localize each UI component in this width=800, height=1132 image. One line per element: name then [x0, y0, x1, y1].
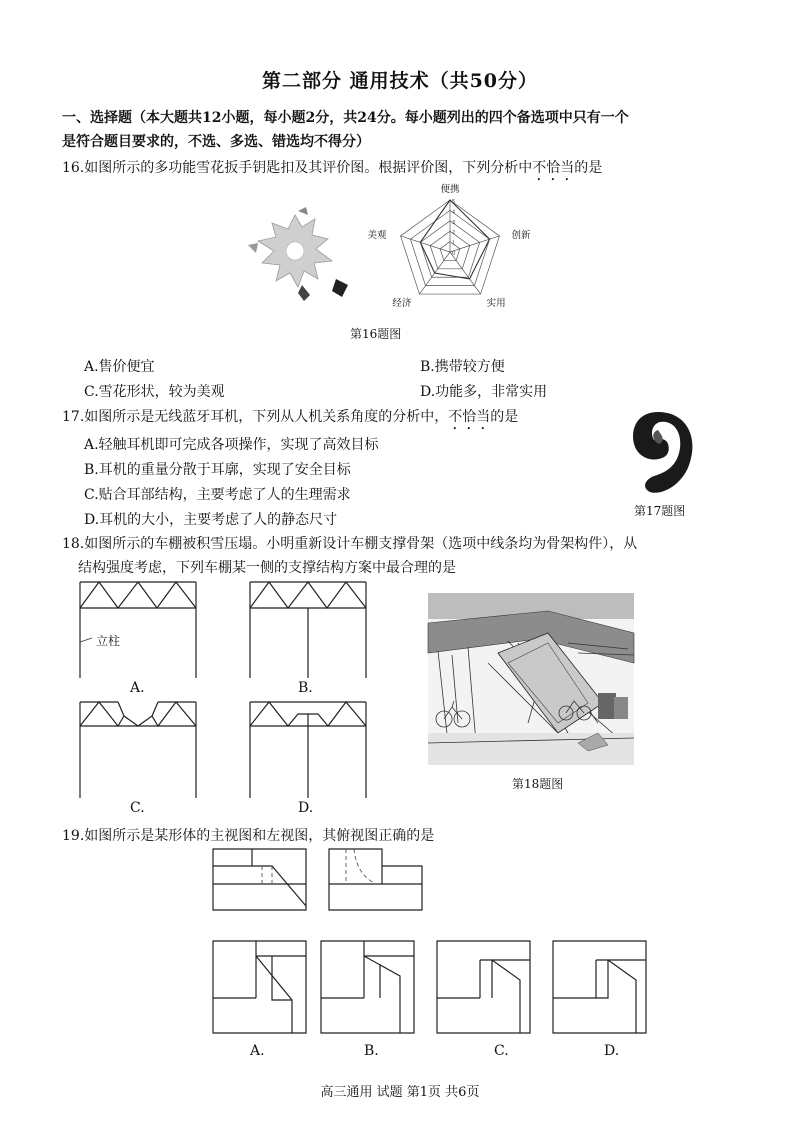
snowflake-wrench-image — [240, 205, 355, 305]
q18-option-a-label: A. — [130, 680, 145, 696]
section-header-line1: 一、选择题（本大题共12小题，每小题2分，共24分。每小题列出的四个备选项中只有一个 — [62, 110, 629, 126]
page-title: 第二部分 通用技术（共50分） — [261, 70, 539, 92]
q16-option-b: B.携带较方便 — [420, 359, 505, 375]
q19-left-view — [328, 848, 424, 912]
radar-scale-label: 4 — [452, 209, 456, 216]
radar-axis-label: 经济 — [392, 298, 412, 310]
page-footer: 高三通用 试题 第1页 共6页 — [320, 1085, 480, 1100]
q18-truss-option-a — [78, 580, 200, 680]
q17-stem — [62, 406, 518, 433]
q16-option-d: D.功能多，非常实用 — [420, 384, 548, 400]
q17-caption: 第17题图 — [634, 504, 686, 518]
q19-top-view-option-d — [552, 940, 648, 1035]
radar-axis-label: 创新 — [511, 229, 531, 241]
section-header-line2: 是符合题目要求的，不选、多选、错选均不得分） — [62, 134, 370, 150]
q19-stem: 19.如图所示是某形体的主视图和左视图，其俯视图正确的是 — [62, 828, 435, 844]
q19-top-view-option-c — [436, 940, 532, 1035]
q19-option-a-label: A. — [250, 1043, 265, 1059]
collapsed-carport-image — [428, 593, 634, 765]
radar-axis-label: 便携 — [440, 184, 460, 195]
q18-option-d-label: D. — [298, 800, 314, 816]
bluetooth-earphone-image — [628, 408, 698, 496]
radar-axis-label: 美观 — [367, 229, 387, 241]
q18-truss-option-b — [248, 580, 370, 680]
q19-top-view-option-a — [212, 940, 308, 1035]
q16-option-a: A.售价便宜 — [84, 359, 155, 375]
q19-option-d-label: D. — [604, 1043, 620, 1059]
q17-option-a: A.轻触耳机即可完成各项操作，实现了高效目标 — [84, 437, 379, 453]
q18-truss-option-c — [78, 700, 200, 800]
q19-front-view — [212, 848, 308, 912]
radar-scale-label: 5 — [452, 199, 456, 205]
q17-option-c: C.贴合耳部结构，主要考虑了人的生理需求 — [84, 487, 351, 503]
q16-option-c: C.雪花形状，较为美观 — [84, 384, 225, 400]
q17-option-d: D.耳机的大小，主要考虑了人的静态尺寸 — [84, 512, 338, 528]
radar-axis-label: 实用 — [486, 298, 506, 310]
q16-stem-prefix: 16.如图所示的多功能雪花扳手钥匙扣及其评价图。根据评价图，下列分析中 — [62, 160, 533, 176]
q16-stem-suffix: 的是 — [574, 160, 603, 176]
radar-scale-label: 2 — [452, 230, 456, 237]
q18-option-b-label: B. — [298, 680, 313, 696]
q17-stem-prefix: 17.如图所示是无线蓝牙耳机，下列从人机关系角度的分析中， — [62, 409, 449, 425]
radar-scale-label: 1 — [452, 240, 456, 247]
evaluation-radar-chart — [360, 180, 540, 315]
q19-option-b-label: B. — [364, 1043, 379, 1059]
q18-option-c-label: C. — [130, 800, 145, 816]
q19-top-view-option-b — [320, 940, 416, 1035]
q17-option-b: B.耳机的重量分散于耳廓，实现了安全目标 — [84, 462, 351, 478]
q17-stem-emphasis: 不恰当 — [448, 409, 491, 425]
q18-stem-line2: 结构强度考虑，下列车棚某一侧的支撑结构方案中最合理的是 — [78, 560, 456, 576]
q18-truss-option-d — [248, 700, 370, 800]
radar-scale-label: 3 — [452, 219, 456, 226]
q19-option-c-label: C. — [494, 1043, 509, 1059]
q16-caption: 第16题图 — [350, 327, 402, 341]
q18-column-label: 立柱 — [96, 634, 121, 648]
q18-caption: 第18题图 — [512, 777, 564, 791]
radar-scale-label: 0 — [452, 251, 456, 257]
q18-stem-line1: 18.如图所示的车棚被积雪压塌。小明重新设计车棚支撑骨架（选项中线条均为骨架构件），从 — [62, 536, 638, 552]
q17-stem-suffix: 的是 — [490, 409, 519, 425]
q16-stem-emphasis: 不恰当 — [532, 160, 575, 176]
